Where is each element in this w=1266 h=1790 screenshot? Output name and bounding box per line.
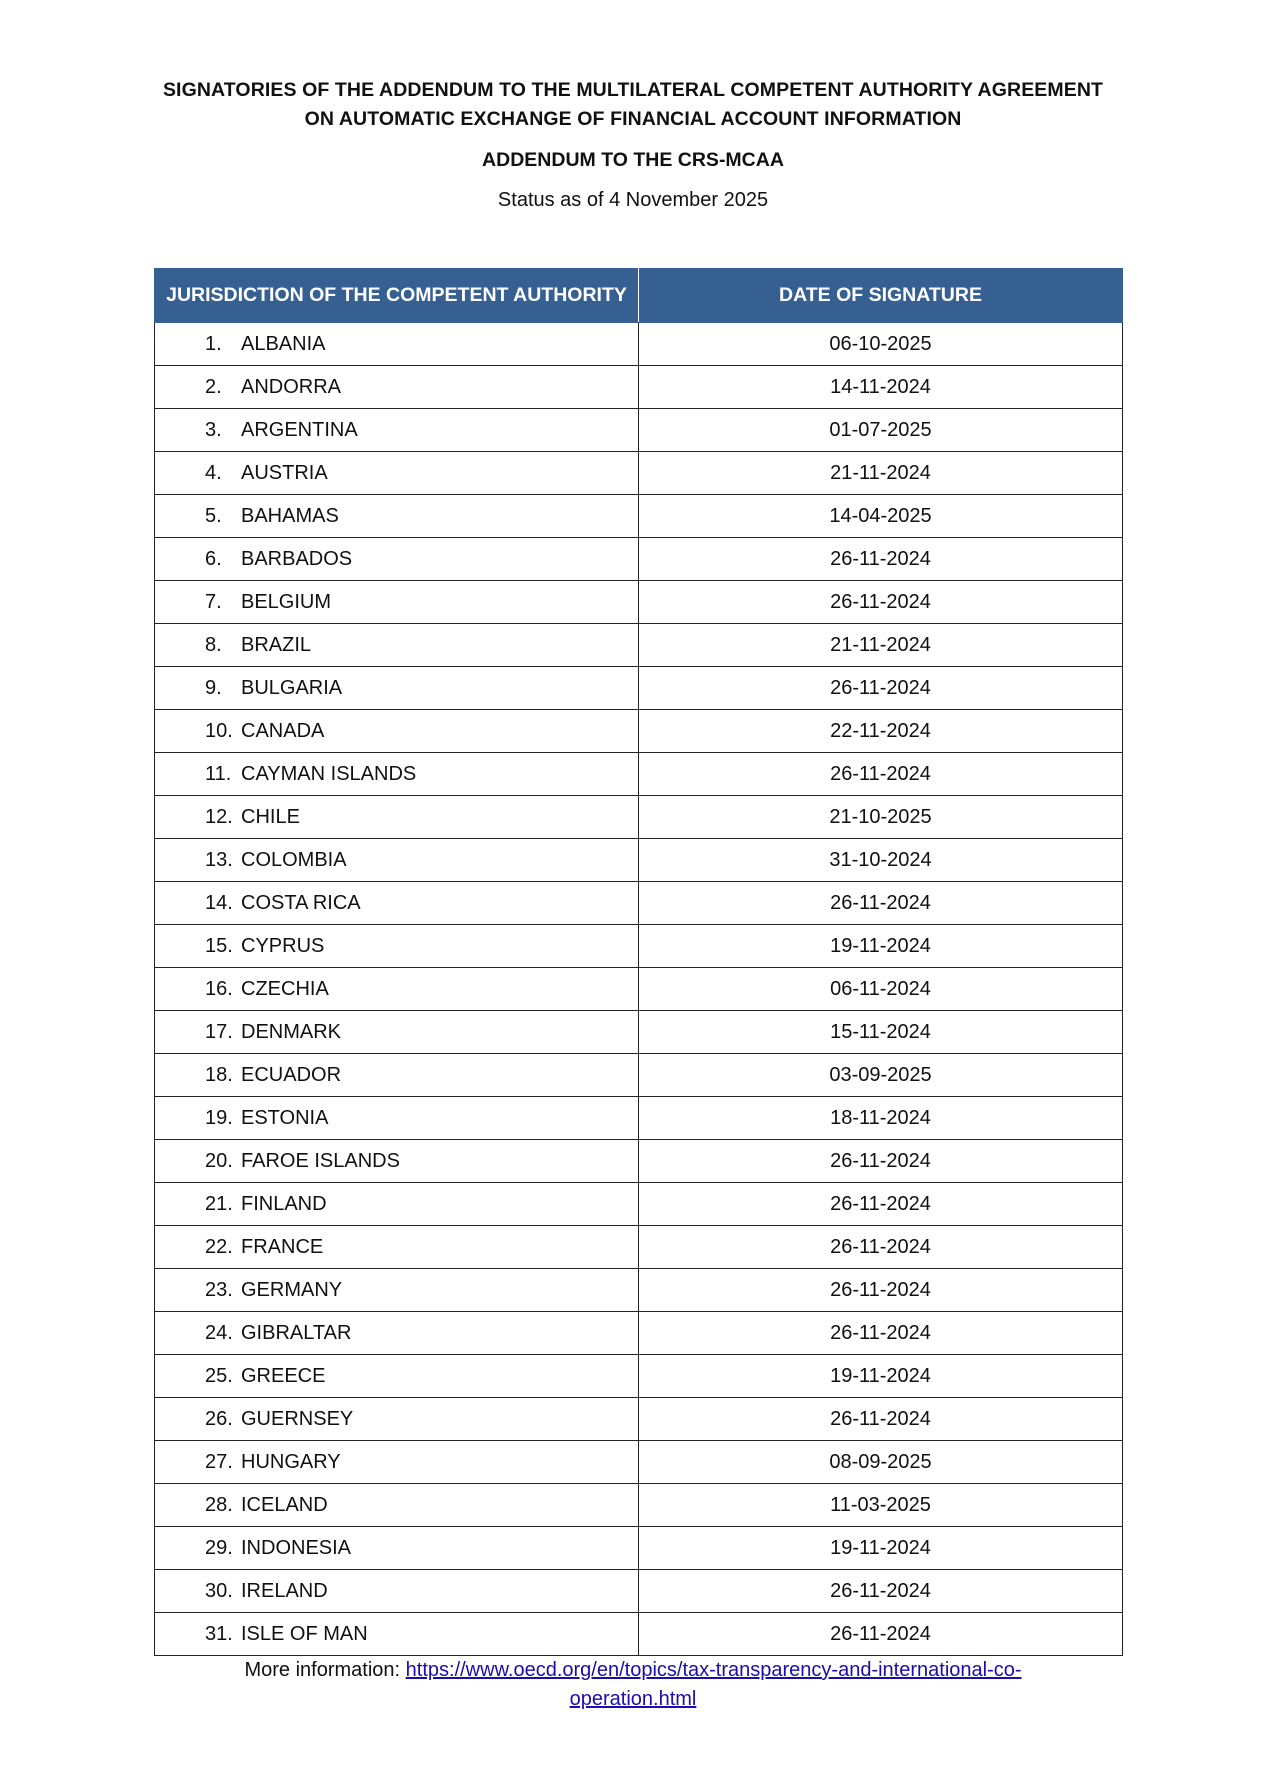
signature-date-cell: 31-10-2024 bbox=[639, 839, 1123, 882]
jurisdiction-name: ISLE OF MAN bbox=[241, 1622, 368, 1645]
jurisdiction-name: BRAZIL bbox=[241, 633, 312, 656]
table-row bbox=[155, 1570, 1123, 1613]
jurisdiction-name: GUERNSEY bbox=[241, 1407, 354, 1430]
row-number: 29. bbox=[205, 1536, 233, 1559]
row-number: 14. bbox=[205, 891, 233, 914]
table-row bbox=[155, 1054, 1123, 1097]
row-number: 10. bbox=[205, 719, 233, 742]
signature-date-cell: 03-09-2025 bbox=[639, 1054, 1123, 1097]
signature-date-cell: 06-10-2025 bbox=[639, 323, 1123, 366]
signature-date-cell: 26-11-2024 bbox=[639, 1398, 1123, 1441]
jurisdiction-cell bbox=[155, 452, 639, 495]
signature-date-cell: 26-11-2024 bbox=[639, 1140, 1123, 1183]
row-number: 8. bbox=[205, 633, 222, 656]
jurisdiction-cell bbox=[155, 1054, 639, 1097]
jurisdiction-cell bbox=[155, 1011, 639, 1054]
signature-date-cell: 22-11-2024 bbox=[639, 710, 1123, 753]
jurisdiction-name: AUSTRIA bbox=[241, 461, 328, 484]
jurisdiction-name: BAHAMAS bbox=[241, 504, 339, 527]
table-row bbox=[155, 1527, 1123, 1570]
table-row bbox=[155, 366, 1123, 409]
footer-line-2 bbox=[0, 1685, 1266, 1714]
jurisdiction-cell bbox=[155, 1527, 639, 1570]
table-row bbox=[155, 452, 1123, 495]
jurisdiction-cell bbox=[155, 1613, 639, 1656]
table-row bbox=[155, 409, 1123, 452]
jurisdiction-cell bbox=[155, 1269, 639, 1312]
table-row bbox=[155, 1097, 1123, 1140]
jurisdiction-name: ALBANIA bbox=[241, 332, 326, 355]
table-row bbox=[155, 796, 1123, 839]
row-number: 9. bbox=[205, 676, 222, 699]
table-row bbox=[155, 1484, 1123, 1527]
table-row bbox=[155, 753, 1123, 796]
jurisdiction-cell bbox=[155, 710, 639, 753]
jurisdiction-cell bbox=[155, 1183, 639, 1226]
table-row bbox=[155, 1398, 1123, 1441]
signature-date-cell: 14-04-2025 bbox=[639, 495, 1123, 538]
row-number: 28. bbox=[205, 1493, 233, 1516]
jurisdiction-cell bbox=[155, 1312, 639, 1355]
table-row bbox=[155, 581, 1123, 624]
jurisdiction-name: GIBRALTAR bbox=[241, 1321, 352, 1344]
row-number: 20. bbox=[205, 1149, 233, 1172]
jurisdiction-cell bbox=[155, 323, 639, 366]
row-number: 18. bbox=[205, 1063, 233, 1086]
row-number: 16. bbox=[205, 977, 233, 1000]
row-number: 11. bbox=[205, 762, 232, 785]
status-date: Status as of 4 November 2025 bbox=[497, 189, 769, 211]
signature-date-cell: 26-11-2024 bbox=[639, 1312, 1123, 1355]
row-number: 25. bbox=[205, 1364, 233, 1387]
jurisdiction-cell bbox=[155, 1355, 639, 1398]
jurisdiction-name: CZECHIA bbox=[241, 977, 329, 1000]
row-number: 23. bbox=[205, 1278, 233, 1301]
signature-date-cell: 26-11-2024 bbox=[639, 1226, 1123, 1269]
signature-date-cell: 11-03-2025 bbox=[639, 1484, 1123, 1527]
jurisdiction-name: GERMANY bbox=[241, 1278, 343, 1301]
jurisdiction-name: DENMARK bbox=[241, 1020, 342, 1043]
signature-date-cell: 18-11-2024 bbox=[639, 1097, 1123, 1140]
row-number: 30. bbox=[205, 1579, 233, 1602]
row-number: 6. bbox=[205, 547, 222, 570]
signature-date-cell: 08-09-2025 bbox=[639, 1441, 1123, 1484]
signature-date-cell: 21-11-2024 bbox=[639, 452, 1123, 495]
signature-date-cell: 26-11-2024 bbox=[639, 1570, 1123, 1613]
table-row bbox=[155, 1226, 1123, 1269]
jurisdiction-cell bbox=[155, 968, 639, 1011]
row-number: 21. bbox=[205, 1192, 233, 1215]
table-row bbox=[155, 1140, 1123, 1183]
table-row bbox=[155, 624, 1123, 667]
row-number: 27. bbox=[205, 1450, 233, 1473]
signatories-table bbox=[154, 268, 1123, 1656]
jurisdiction-name: BARBADOS bbox=[241, 547, 353, 570]
jurisdiction-cell bbox=[155, 882, 639, 925]
table-body bbox=[155, 323, 1123, 1656]
signature-date-cell: 26-11-2024 bbox=[639, 753, 1123, 796]
header-date: DATE OF SIGNATURE bbox=[639, 269, 1123, 323]
signature-date-cell: 26-11-2024 bbox=[639, 1269, 1123, 1312]
table-row bbox=[155, 1183, 1123, 1226]
row-number: 17. bbox=[205, 1020, 233, 1043]
jurisdiction-cell bbox=[155, 1398, 639, 1441]
jurisdiction-cell bbox=[155, 925, 639, 968]
signature-date-cell: 26-11-2024 bbox=[639, 667, 1123, 710]
signature-date-cell: 26-11-2024 bbox=[639, 538, 1123, 581]
table-row bbox=[155, 667, 1123, 710]
row-number: 4. bbox=[205, 461, 222, 484]
table-row bbox=[155, 538, 1123, 581]
row-number: 24. bbox=[205, 1321, 233, 1344]
jurisdiction-cell bbox=[155, 624, 639, 667]
jurisdiction-cell bbox=[155, 667, 639, 710]
row-number: 22. bbox=[205, 1235, 233, 1258]
row-number: 26. bbox=[205, 1407, 233, 1430]
jurisdiction-cell bbox=[155, 581, 639, 624]
jurisdiction-name: ARGENTINA bbox=[241, 418, 358, 441]
signature-date-cell: 15-11-2024 bbox=[639, 1011, 1123, 1054]
table-row bbox=[155, 1312, 1123, 1355]
table-row bbox=[155, 495, 1123, 538]
jurisdiction-name: COSTA RICA bbox=[241, 891, 361, 914]
table-header bbox=[155, 269, 1123, 323]
signature-date-cell: 21-11-2024 bbox=[639, 624, 1123, 667]
jurisdiction-name: FAROE ISLANDS bbox=[241, 1149, 400, 1172]
signature-date-cell: 26-11-2024 bbox=[639, 1183, 1123, 1226]
signature-date-cell: 26-11-2024 bbox=[639, 882, 1123, 925]
title-line-2: ON AUTOMATIC EXCHANGE OF FINANCIAL ACCOUNT INFORMATION bbox=[304, 108, 962, 130]
table-row bbox=[155, 882, 1123, 925]
more-info-label: More information: bbox=[244, 1659, 406, 1681]
row-number: 1. bbox=[205, 332, 222, 355]
row-number: 5. bbox=[205, 504, 222, 527]
jurisdiction-name: BELGIUM bbox=[241, 590, 332, 613]
jurisdiction-cell bbox=[155, 1570, 639, 1613]
row-number: 12. bbox=[205, 805, 233, 828]
signature-date-cell: 19-11-2024 bbox=[639, 925, 1123, 968]
signature-date-cell: 19-11-2024 bbox=[639, 1355, 1123, 1398]
signature-date-cell: 14-11-2024 bbox=[639, 366, 1123, 409]
signature-date-cell: 21-10-2025 bbox=[639, 796, 1123, 839]
jurisdiction-name: ANDORRA bbox=[241, 375, 342, 398]
table-row bbox=[155, 1613, 1123, 1656]
row-number: 13. bbox=[205, 848, 233, 871]
jurisdiction-name: ECUADOR bbox=[241, 1063, 342, 1086]
jurisdiction-name: CHILE bbox=[241, 805, 300, 828]
jurisdiction-cell bbox=[155, 1441, 639, 1484]
signature-date-cell: 01-07-2025 bbox=[639, 409, 1123, 452]
jurisdiction-cell bbox=[155, 538, 639, 581]
footer bbox=[0, 1656, 1266, 1714]
jurisdiction-name: FINLAND bbox=[241, 1192, 327, 1215]
jurisdiction-cell bbox=[155, 1140, 639, 1183]
table-row bbox=[155, 710, 1123, 753]
header-jurisdiction: JURISDICTION OF THE COMPETENT AUTHORITY bbox=[155, 269, 639, 323]
table-row bbox=[155, 968, 1123, 1011]
signature-date-cell: 26-11-2024 bbox=[639, 1613, 1123, 1656]
table-row bbox=[155, 1011, 1123, 1054]
table-row bbox=[155, 925, 1123, 968]
signature-date-cell: 26-11-2024 bbox=[639, 581, 1123, 624]
jurisdiction-name: ESTONIA bbox=[241, 1106, 329, 1129]
jurisdiction-cell bbox=[155, 839, 639, 882]
more-info-link[interactable]: https://www.oecd.org/en/topics/tax-transparency-and-international-co- bbox=[405, 1659, 1022, 1681]
more-info-link-continued[interactable]: operation.html bbox=[569, 1688, 697, 1710]
jurisdiction-name: CAYMAN ISLANDS bbox=[241, 762, 417, 785]
jurisdiction-cell bbox=[155, 1484, 639, 1527]
jurisdiction-name: ICELAND bbox=[241, 1493, 328, 1516]
jurisdiction-name: CANADA bbox=[241, 719, 325, 742]
jurisdiction-name: HUNGARY bbox=[241, 1450, 341, 1473]
jurisdiction-name: BULGARIA bbox=[241, 676, 343, 699]
jurisdiction-cell bbox=[155, 495, 639, 538]
signature-date-cell: 19-11-2024 bbox=[639, 1527, 1123, 1570]
jurisdiction-cell bbox=[155, 366, 639, 409]
document-header bbox=[0, 76, 1266, 215]
jurisdiction-cell bbox=[155, 753, 639, 796]
subtitle: ADDENDUM TO THE CRS-MCAA bbox=[482, 149, 784, 171]
jurisdiction-cell bbox=[155, 1097, 639, 1140]
jurisdiction-name: FRANCE bbox=[241, 1235, 324, 1258]
table-row bbox=[155, 323, 1123, 366]
jurisdiction-name: GREECE bbox=[241, 1364, 326, 1387]
row-number: 15. bbox=[205, 934, 233, 957]
jurisdiction-name: INDONESIA bbox=[241, 1536, 352, 1559]
table-row bbox=[155, 839, 1123, 882]
header-row bbox=[155, 269, 1123, 323]
jurisdiction-cell bbox=[155, 1226, 639, 1269]
jurisdiction-name: COLOMBIA bbox=[241, 848, 347, 871]
jurisdiction-name: CYPRUS bbox=[241, 934, 325, 957]
signature-date-cell: 06-11-2024 bbox=[639, 968, 1123, 1011]
jurisdiction-cell bbox=[155, 409, 639, 452]
table-row bbox=[155, 1355, 1123, 1398]
table-row bbox=[155, 1269, 1123, 1312]
table-row bbox=[155, 1441, 1123, 1484]
jurisdiction-cell bbox=[155, 796, 639, 839]
row-number: 19. bbox=[205, 1106, 233, 1129]
title-line-1: SIGNATORIES OF THE ADDENDUM TO THE MULTILATERAL COMPETENT AUTHORITY AGREEMENT bbox=[162, 79, 1104, 101]
row-number: 31. bbox=[205, 1622, 233, 1645]
row-number: 3. bbox=[205, 418, 222, 441]
footer-line-1 bbox=[0, 1656, 1266, 1685]
jurisdiction-name: IRELAND bbox=[241, 1579, 328, 1602]
row-number: 7. bbox=[205, 590, 222, 613]
row-number: 2. bbox=[205, 375, 222, 398]
